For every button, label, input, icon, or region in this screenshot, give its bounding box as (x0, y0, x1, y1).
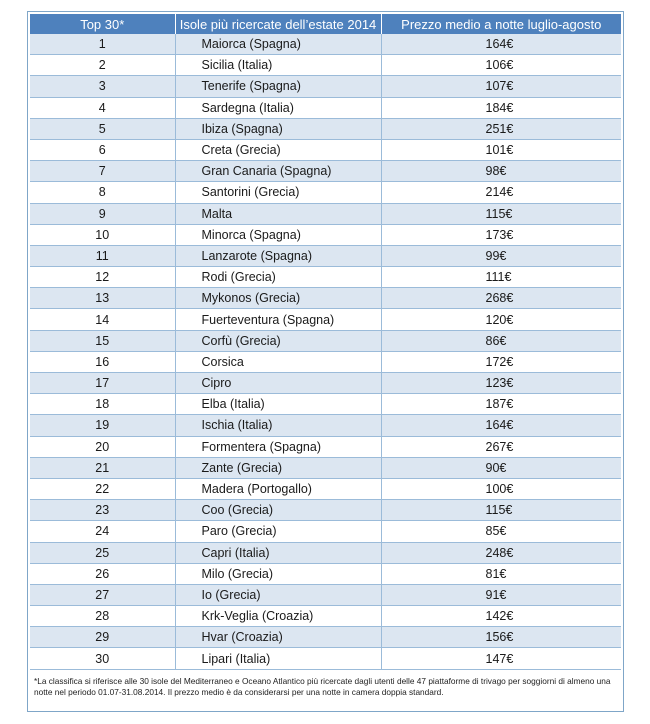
table-row (30, 584, 621, 605)
rank-cell: 9 (30, 203, 175, 224)
table-row (30, 415, 621, 436)
header-island: Isole più ricercate dell’estate 2014 (175, 14, 381, 34)
island-cell: Fuerteventura (Spagna) (175, 309, 381, 330)
price-cell: 86€ (381, 330, 621, 351)
table-row (30, 182, 621, 203)
rank-cell: 25 (30, 542, 175, 563)
table-row (30, 118, 621, 139)
rank-cell: 2 (30, 55, 175, 76)
price-cell: 267€ (381, 436, 621, 457)
price-cell: 268€ (381, 288, 621, 309)
rank-cell: 4 (30, 97, 175, 118)
island-cell: Creta (Grecia) (175, 139, 381, 160)
island-cell: Zante (Grecia) (175, 457, 381, 478)
island-cell: Cipro (175, 373, 381, 394)
island-cell: Rodi (Grecia) (175, 267, 381, 288)
table-row (30, 267, 621, 288)
price-cell: 187€ (381, 394, 621, 415)
table-row (30, 351, 621, 372)
table-row (30, 34, 621, 55)
header-rank: Top 30* (30, 14, 175, 34)
islands-ranking-table (30, 14, 621, 670)
rank-cell: 18 (30, 394, 175, 415)
island-cell: Lipari (Italia) (175, 648, 381, 669)
table-row (30, 161, 621, 182)
table-row (30, 139, 621, 160)
price-cell: 173€ (381, 224, 621, 245)
table-row (30, 500, 621, 521)
table-frame (27, 11, 624, 712)
rank-cell: 6 (30, 139, 175, 160)
island-cell: Ischia (Italia) (175, 415, 381, 436)
price-cell: 248€ (381, 542, 621, 563)
price-cell: 120€ (381, 309, 621, 330)
rank-cell: 12 (30, 267, 175, 288)
table-row (30, 373, 621, 394)
table-row (30, 606, 621, 627)
table-header-row (30, 14, 621, 34)
island-cell: Mykonos (Grecia) (175, 288, 381, 309)
price-cell: 85€ (381, 521, 621, 542)
price-cell: 142€ (381, 606, 621, 627)
rank-cell: 17 (30, 373, 175, 394)
price-cell: 91€ (381, 584, 621, 605)
rank-cell: 26 (30, 563, 175, 584)
rank-cell: 13 (30, 288, 175, 309)
island-cell: Elba (Italia) (175, 394, 381, 415)
rank-cell: 15 (30, 330, 175, 351)
table-row (30, 436, 621, 457)
island-cell: Corsica (175, 351, 381, 372)
island-cell: Sardegna (Italia) (175, 97, 381, 118)
table-row (30, 563, 621, 584)
price-cell: 123€ (381, 373, 621, 394)
table-row (30, 288, 621, 309)
rank-cell: 20 (30, 436, 175, 457)
island-cell: Io (Grecia) (175, 584, 381, 605)
table-row (30, 457, 621, 478)
table-row (30, 203, 621, 224)
price-cell: 164€ (381, 34, 621, 55)
table-row (30, 245, 621, 266)
rank-cell: 23 (30, 500, 175, 521)
rank-cell: 21 (30, 457, 175, 478)
rank-cell: 11 (30, 245, 175, 266)
price-cell: 111€ (381, 267, 621, 288)
header-price: Prezzo medio a notte luglio-agosto (381, 14, 621, 34)
rank-cell: 28 (30, 606, 175, 627)
price-cell: 156€ (381, 627, 621, 648)
island-cell: Malta (175, 203, 381, 224)
island-cell: Hvar (Croazia) (175, 627, 381, 648)
footnote: *La classifica si riferisce alle 30 isole del Mediterraneo e Oceano Atlantico più ricercate dagli utenti delle 47 piattaforme di trivago per soggiorni di almeno una notte nel periodo 01.07-31.08.2014. Il prezzo medio è da considerarsi per una notte in camera doppia standard. (34, 676, 611, 697)
rank-cell: 29 (30, 627, 175, 648)
island-cell: Minorca (Spagna) (175, 224, 381, 245)
table-row (30, 394, 621, 415)
island-cell: Formentera (Spagna) (175, 436, 381, 457)
price-cell: 98€ (381, 161, 621, 182)
price-cell: 115€ (381, 500, 621, 521)
price-cell: 164€ (381, 415, 621, 436)
island-cell: Coo (Grecia) (175, 500, 381, 521)
island-cell: Gran Canaria (Spagna) (175, 161, 381, 182)
island-cell: Sicilia (Italia) (175, 55, 381, 76)
island-cell: Milo (Grecia) (175, 563, 381, 584)
table-row (30, 542, 621, 563)
rank-cell: 8 (30, 182, 175, 203)
island-cell: Ibiza (Spagna) (175, 118, 381, 139)
rank-cell: 24 (30, 521, 175, 542)
table-row (30, 478, 621, 499)
price-cell: 147€ (381, 648, 621, 669)
rank-cell: 27 (30, 584, 175, 605)
rank-cell: 3 (30, 76, 175, 97)
island-cell: Paro (Grecia) (175, 521, 381, 542)
table-row (30, 330, 621, 351)
table-body (30, 34, 621, 669)
rank-cell: 14 (30, 309, 175, 330)
island-cell: Krk-Veglia (Croazia) (175, 606, 381, 627)
price-cell: 81€ (381, 563, 621, 584)
island-cell: Madera (Portogallo) (175, 478, 381, 499)
price-cell: 172€ (381, 351, 621, 372)
island-cell: Capri (Italia) (175, 542, 381, 563)
price-cell: 251€ (381, 118, 621, 139)
table-row (30, 309, 621, 330)
table-row (30, 521, 621, 542)
island-cell: Corfù (Grecia) (175, 330, 381, 351)
price-cell: 184€ (381, 97, 621, 118)
rank-cell: 7 (30, 161, 175, 182)
table-row (30, 627, 621, 648)
table-row (30, 55, 621, 76)
table-row (30, 97, 621, 118)
island-cell: Lanzarote (Spagna) (175, 245, 381, 266)
rank-cell: 22 (30, 478, 175, 499)
price-cell: 214€ (381, 182, 621, 203)
island-cell: Santorini (Grecia) (175, 182, 381, 203)
table-row (30, 648, 621, 669)
price-cell: 115€ (381, 203, 621, 224)
price-cell: 90€ (381, 457, 621, 478)
island-cell: Tenerife (Spagna) (175, 76, 381, 97)
rank-cell: 10 (30, 224, 175, 245)
island-cell: Maiorca (Spagna) (175, 34, 381, 55)
price-cell: 106€ (381, 55, 621, 76)
table-row (30, 224, 621, 245)
price-cell: 100€ (381, 478, 621, 499)
price-cell: 107€ (381, 76, 621, 97)
table-row (30, 76, 621, 97)
rank-cell: 1 (30, 34, 175, 55)
rank-cell: 19 (30, 415, 175, 436)
rank-cell: 30 (30, 648, 175, 669)
price-cell: 101€ (381, 139, 621, 160)
rank-cell: 16 (30, 351, 175, 372)
rank-cell: 5 (30, 118, 175, 139)
price-cell: 99€ (381, 245, 621, 266)
